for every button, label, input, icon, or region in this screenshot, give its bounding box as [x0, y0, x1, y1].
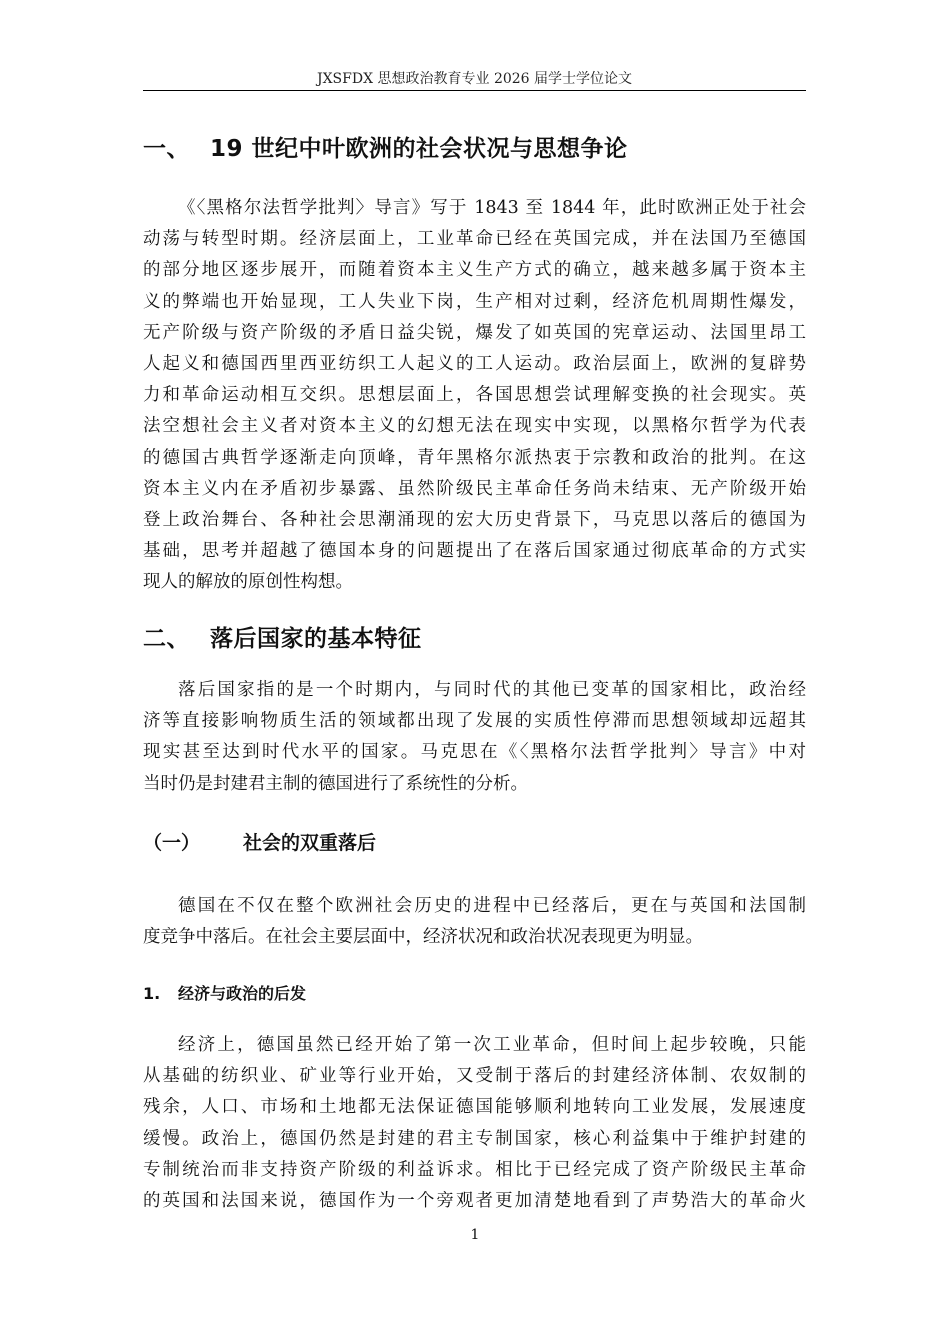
text-line: 动荡与转型时期。经济层面上，工业革命已经在英国完成，并在法国乃至德国: [143, 229, 806, 250]
sub-subsection-heading: [143, 981, 306, 1004]
text-line: 登上政治舞台、各种社会思潮涌现的宏大历史背景下，马克思以落后的德国为: [143, 509, 806, 530]
section-heading-1: [143, 130, 628, 163]
text-line: 义的弊端也开始显现，工人失业下岗，生产相对过剩，经济危机周期性爆发，: [143, 291, 806, 312]
text-line: 法空想社会主义者对资本主义的幻想无法在现实中实现，以黑格尔哲学为代表: [143, 416, 806, 437]
paragraph-4: [143, 1030, 806, 1217]
page-number: 1: [470, 1227, 480, 1243]
text-line: 当时仍是封建君主制的德国进行了系统性的分析。: [143, 773, 528, 794]
text-line: 专制统治而非支持资产阶级的利益诉求。相比于已经完成了资产阶级民主革命: [143, 1159, 806, 1180]
text-line: 济等直接影响物质生活的领域都出现了发展的实质性停滞而思想领域却远超其: [143, 711, 806, 732]
text-line: 经济上，德国虽然已经开始了第一次工业革命，但时间上起步较晚，只能: [178, 1035, 806, 1055]
text-line: 残余，人口、市场和土地都无法保证德国能够顺利地转向工业发展，发展速度: [143, 1097, 806, 1118]
text-line: 度竞争中落后。在社会主要层面中，经济状况和政治状况表现更为明显。: [143, 927, 703, 948]
paragraph-3: [143, 891, 806, 953]
text-line: 基础，思考并超越了德国本身的问题提出了在落后国家通过彻底革命的方式实: [143, 541, 806, 562]
sub-subsection-title: 经济与政治的后发: [178, 984, 307, 1003]
text-line: 的德国古典哲学逐渐走向顶峰，青年黑格尔派热衷于宗教和政治的批判。在这: [143, 447, 806, 468]
text-line: 《〈黑格尔法哲学批判〉导言》写于 1843 至 1844 年，此时欧洲正处于社会: [178, 198, 806, 218]
text-line: 缓慢。政治上，德国仍然是封建的君主专制国家，核心利益集中于维护封建的: [143, 1128, 806, 1149]
subsection-heading: [143, 828, 376, 855]
header-rule: [143, 90, 806, 91]
section-title: 落后国家的基本特征: [210, 626, 422, 652]
paragraph-1: [143, 193, 806, 598]
text-line: 无产阶级与资产阶级的矛盾日益尖锐，爆发了如英国的宪章运动、法国里昂工: [143, 322, 806, 343]
text-line: 资本主义内在矛盾初步暴露、虽然阶级民主革命任务尚未结束、无产阶级开始: [143, 478, 806, 499]
paragraph-2: [143, 675, 806, 800]
text-line: 现实甚至达到时代水平的国家。马克思在《〈黑格尔法哲学批判〉导言》中对: [143, 742, 806, 763]
section-number: 二、: [143, 626, 190, 652]
text-line: 的部分地区逐步展开，而随着资本主义生产方式的确立，越来越多属于资本主: [143, 260, 806, 281]
text-line: 从基础的纺织业、矿业等行业开始，又受制于落后的封建经济体制、农奴制的: [143, 1066, 806, 1087]
running-header: JXSFDX 思想政治教育专业 2026 届学士学位论文: [316, 71, 633, 87]
text-line: 人起义和德国西里西亚纺织工人起义的工人运动。政治层面上，欧洲的复辟势: [143, 353, 806, 374]
text-line: 的英国和法国来说，德国作为一个旁观者更加清楚地看到了声势浩大的革命火: [143, 1190, 806, 1211]
text-line: 德国在不仅在整个欧洲社会历史的进程中已经落后，更在与英国和法国制: [178, 896, 806, 916]
section-title: 19 世纪中叶欧洲的社会状况与思想争论: [210, 136, 628, 162]
text-line: 落后国家指的是一个时期内，与同时代的其他已变革的国家相比，政治经: [178, 680, 806, 700]
subsection-title: 社会的双重落后: [243, 832, 377, 854]
text-line: 现人的解放的原创性构想。: [143, 572, 353, 593]
section-heading-2: [143, 620, 422, 653]
text-line: 力和革命运动相互交织。思想层面上，各国思想尝试理解变换的社会现实。英: [143, 385, 806, 406]
section-number: 一、: [143, 136, 190, 162]
sub-subsection-number: 1.: [143, 984, 161, 1003]
subsection-number: （一）: [143, 832, 201, 854]
